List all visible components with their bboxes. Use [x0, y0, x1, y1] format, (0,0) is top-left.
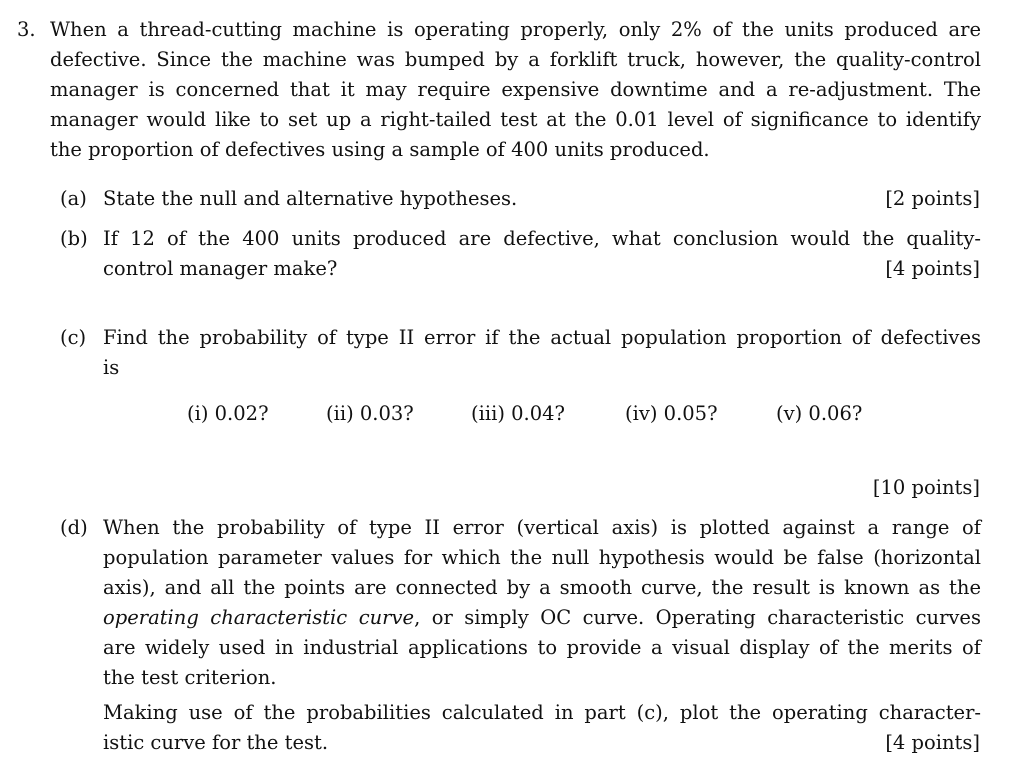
part-b-line-2: control manager make?	[103, 257, 338, 280]
intro-line-3: manager is concerned that it may require expensive downtime and a re-adjustment. The	[50, 78, 981, 101]
question-number: 3.	[17, 18, 36, 41]
part-c-label: (c)	[60, 326, 87, 349]
part-d-line-2: population parameter values for which the null hypothesis would be false (horizontal	[103, 546, 981, 569]
part-d-line-5: are widely used in industrial applications to provide a visual display of the merits of	[103, 636, 981, 659]
intro-line-5: the proportion of defectives using a sample of 400 units produced.	[50, 138, 710, 161]
part-b-points: [4 points]	[885, 257, 980, 280]
part-d-line-4-rest: , or simply OC curve. Operating characteristic curves	[414, 606, 981, 629]
part-d-para2-line-2: istic curve for the test.	[103, 731, 329, 754]
part-c-line-1: Find the probability of type II error if the actual population proportion of defectives	[103, 326, 981, 349]
intro-line-4: manager would like to set up a right-tailed test at the 0.01 level of significance to identify	[50, 108, 981, 131]
part-c-points: [10 points]	[872, 476, 980, 499]
part-d-line-3: axis), and all the points are connected by a smooth curve, the result is known as the	[103, 576, 981, 599]
part-d-line-1: When the probability of type II error (vertical axis) is plotted against a range of	[103, 516, 981, 539]
intro-line-2: defective. Since the machine was bumped by a forklift truck, however, the quality-control	[50, 48, 981, 71]
part-d-label: (d)	[60, 516, 88, 539]
part-c-line-2: is	[103, 356, 120, 379]
oc-curve-term: operating characteristic curve	[103, 606, 415, 629]
part-d-points: [4 points]	[885, 731, 980, 754]
part-a-text: State the null and alternative hypotheses.	[103, 187, 518, 210]
intro-line-1: When a thread-cutting machine is operating properly, only 2% of the units produced are	[50, 18, 981, 41]
option-i: (i) 0.02?	[187, 402, 269, 425]
option-iii: (iii) 0.04?	[471, 402, 565, 425]
part-a-label: (a)	[60, 187, 87, 210]
part-b-line-1: If 12 of the 400 units produced are defective, what conclusion would the quality-	[103, 227, 981, 250]
part-b-label: (b)	[60, 227, 88, 250]
option-ii: (ii) 0.03?	[326, 402, 414, 425]
option-v: (v) 0.06?	[776, 402, 863, 425]
part-d-line-6: the test criterion.	[103, 666, 277, 689]
option-iv: (iv) 0.05?	[625, 402, 718, 425]
part-a-points: [2 points]	[885, 187, 980, 210]
part-d-para2-line-1: Making use of the probabilities calculated in part (c), plot the operating character-	[103, 701, 981, 724]
part-d-line-4	[103, 606, 981, 630]
